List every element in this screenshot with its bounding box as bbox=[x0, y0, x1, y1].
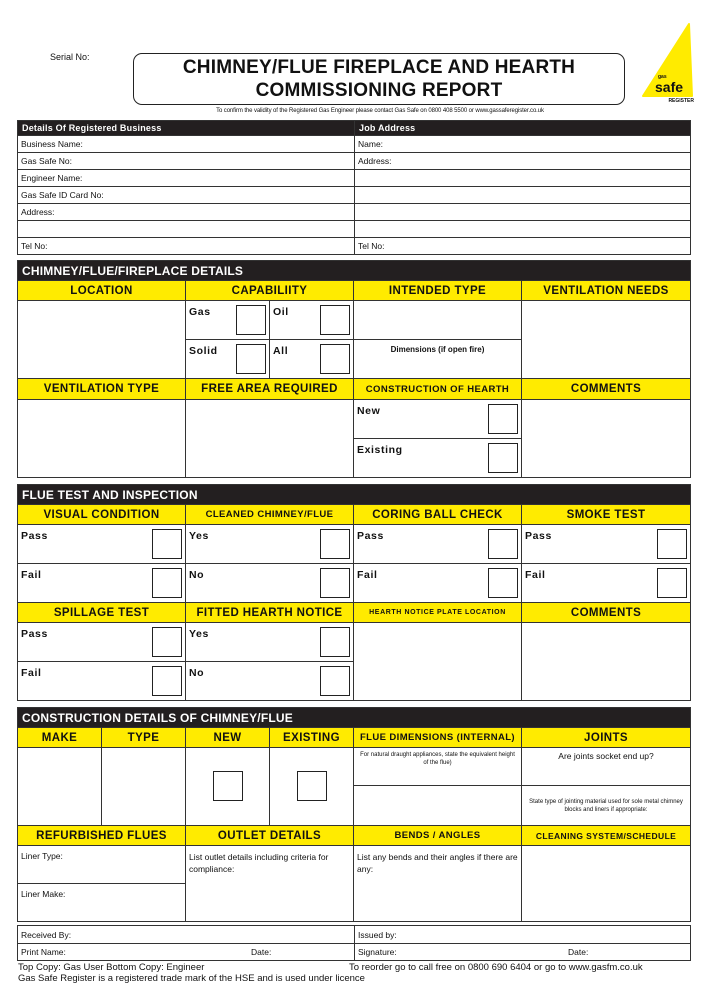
make-field[interactable] bbox=[18, 748, 102, 826]
free-area-header: FREE AREA REQUIRED bbox=[186, 379, 354, 400]
date-left-label: Date: bbox=[251, 947, 272, 957]
fitted-notice-header: FITTED HEARTH NOTICE bbox=[186, 603, 354, 623]
title-line-2: COMMISSIONING REPORT bbox=[255, 80, 503, 101]
type-field[interactable] bbox=[102, 748, 186, 826]
bends-angles-note[interactable]: List any bends and their angles if there are any: bbox=[354, 846, 522, 922]
notice-no-label: No bbox=[189, 667, 205, 679]
chimney-details-table bbox=[17, 260, 691, 478]
chimney-section-title: CHIMNEY/FLUE/FIREPLACE DETAILS bbox=[18, 261, 691, 281]
job-address-line-4[interactable] bbox=[355, 204, 691, 221]
logo-gas-text: gas bbox=[658, 74, 667, 80]
visual-pass-checkbox[interactable] bbox=[152, 529, 182, 559]
notice-yes-checkbox[interactable] bbox=[320, 627, 350, 657]
natural-draught-note: For natural draught appliances, state the equivalent height of the flue) bbox=[354, 748, 522, 786]
oil-checkbox[interactable] bbox=[320, 305, 350, 335]
signoff-table bbox=[17, 925, 691, 961]
job-address-line-3[interactable] bbox=[355, 187, 691, 204]
intended-type-header: INTENDED TYPE bbox=[354, 281, 522, 301]
ventilation-type-header: VENTILATION TYPE bbox=[18, 379, 186, 400]
gas-checkbox[interactable] bbox=[236, 305, 266, 335]
notice-yes-label: Yes bbox=[189, 628, 209, 640]
plate-location-header: HEARTH NOTICE PLATE LOCATION bbox=[354, 603, 522, 623]
intended-type-field[interactable] bbox=[354, 301, 522, 340]
business-address-field[interactable]: Address: bbox=[18, 204, 355, 221]
spillage-test-header: SPILLAGE TEST bbox=[18, 603, 186, 623]
construction-table bbox=[17, 707, 691, 922]
coring-pass-label: Pass bbox=[357, 530, 384, 542]
engineer-name-field[interactable]: Engineer Name: bbox=[18, 170, 355, 187]
job-name-field[interactable]: Name: bbox=[355, 136, 691, 153]
spillage-pass-label: Pass bbox=[21, 628, 48, 640]
confirm-text: To confirm the validity of the Registered Gas Engineer please contact Gas Safe on 0800 408 5500 or www.gassaferegister.co.uk bbox=[216, 108, 544, 114]
solid-checkbox[interactable] bbox=[236, 344, 266, 374]
spillage-fail-checkbox[interactable] bbox=[152, 666, 182, 696]
plate-location-field[interactable] bbox=[354, 623, 522, 701]
business-tel-field[interactable]: Tel No: bbox=[18, 238, 355, 255]
flue-test-table bbox=[17, 484, 691, 701]
chimney-comments-field[interactable] bbox=[522, 400, 691, 478]
job-address-line-2[interactable] bbox=[355, 170, 691, 187]
coring-fail-label: Fail bbox=[357, 569, 378, 581]
ventilation-type-field[interactable] bbox=[18, 400, 186, 478]
visual-fail-label: Fail bbox=[21, 569, 42, 581]
cleaned-yes-checkbox[interactable] bbox=[320, 529, 350, 559]
liner-type-field[interactable]: Liner Type: bbox=[18, 846, 186, 884]
print-name-label: Print Name: bbox=[21, 947, 66, 957]
signature-field[interactable] bbox=[355, 944, 691, 961]
coring-fail-checkbox[interactable] bbox=[488, 568, 518, 598]
gas-safe-triangle-icon bbox=[641, 22, 694, 98]
received-by-field[interactable]: Received By: bbox=[18, 926, 355, 944]
hearth-new-label: New bbox=[357, 405, 381, 417]
type-header: TYPE bbox=[102, 728, 186, 748]
job-address-line-5[interactable] bbox=[355, 221, 691, 238]
visual-fail-checkbox[interactable] bbox=[152, 568, 182, 598]
issued-by-field[interactable]: Issued by: bbox=[355, 926, 691, 944]
logo-register-text: REGISTER bbox=[668, 98, 694, 104]
outlet-details-note[interactable]: List outlet details including criteria for compliance: bbox=[186, 846, 354, 922]
spillage-fail-label: Fail bbox=[21, 667, 42, 679]
cleaned-no-label: No bbox=[189, 569, 205, 581]
footer-trademark: Gas Safe Register is a registered trade mark of the HSE and is used under licence bbox=[18, 973, 365, 984]
construction-section-title: CONSTRUCTION DETAILS OF CHIMNEY/FLUE bbox=[18, 708, 691, 728]
smoke-test-header: SMOKE TEST bbox=[522, 505, 691, 525]
business-name-field[interactable]: Business Name: bbox=[18, 136, 355, 153]
notice-no-checkbox[interactable] bbox=[320, 666, 350, 696]
coring-pass-checkbox[interactable] bbox=[488, 529, 518, 559]
solid-label: Solid bbox=[189, 345, 218, 357]
capability-header: CAPABILIITY bbox=[186, 281, 354, 301]
visual-pass-label: Pass bbox=[21, 530, 48, 542]
business-address-line-2[interactable] bbox=[18, 221, 355, 238]
cleaned-no-checkbox[interactable] bbox=[320, 568, 350, 598]
cleaning-system-header: CLEANING SYSTEM/SCHEDULE bbox=[522, 826, 691, 846]
job-tel-field[interactable]: Tel No: bbox=[355, 238, 691, 255]
construction-existing-checkbox[interactable] bbox=[297, 771, 327, 801]
gas-label: Gas bbox=[189, 306, 211, 318]
hearth-new-checkbox[interactable] bbox=[488, 404, 518, 434]
ventilation-needs-header: VENTILATION NEEDS bbox=[522, 281, 691, 301]
cleaning-system-field[interactable] bbox=[522, 846, 691, 922]
flue-test-section-title: FLUE TEST AND INSPECTION bbox=[18, 485, 691, 505]
visual-condition-header: VISUAL CONDITION bbox=[18, 505, 186, 525]
job-address-header: Job Address bbox=[355, 121, 691, 136]
new-header: NEW bbox=[186, 728, 270, 748]
ventilation-needs-field[interactable] bbox=[522, 301, 691, 379]
make-header: MAKE bbox=[18, 728, 102, 748]
smoke-fail-label: Fail bbox=[525, 569, 546, 581]
smoke-pass-checkbox[interactable] bbox=[657, 529, 687, 559]
flue-comments-header: COMMENTS bbox=[522, 603, 691, 623]
footer-copies: Top Copy: Gas User Bottom Copy: Engineer bbox=[18, 962, 205, 973]
cleaned-chimney-header: CLEANED CHIMNEY/FLUE bbox=[186, 505, 354, 525]
id-card-field[interactable]: Gas Safe ID Card No: bbox=[18, 187, 355, 204]
construction-new-checkbox[interactable] bbox=[213, 771, 243, 801]
smoke-pass-label: Pass bbox=[525, 530, 552, 542]
refurbished-flues-header: REFURBISHED FLUES bbox=[18, 826, 186, 846]
joints-socket-note: Are joints socket end up? bbox=[522, 748, 691, 786]
title-line-1: CHIMNEY/FLUE FIREPLACE AND HEARTH bbox=[182, 57, 576, 78]
footer-reorder: To reorder go to call free on 0800 690 6404 or go to www.gasfm.co.uk bbox=[349, 962, 643, 973]
existing-header: EXISTING bbox=[270, 728, 354, 748]
flue-dimensions-header: FLUE DIMENSIONS (INTERNAL) bbox=[354, 728, 522, 748]
cleaned-yes-label: Yes bbox=[189, 530, 209, 542]
serial-label: Serial No: bbox=[50, 52, 90, 62]
print-name-field[interactable] bbox=[18, 944, 355, 961]
title-box bbox=[133, 53, 625, 105]
flue-dimensions-field[interactable] bbox=[354, 786, 522, 826]
all-checkbox[interactable] bbox=[320, 344, 350, 374]
chimney-comments-header: COMMENTS bbox=[522, 379, 691, 400]
liner-make-field[interactable]: Liner Make: bbox=[18, 884, 186, 922]
signature-label: Signature: bbox=[358, 947, 397, 957]
smoke-fail-checkbox[interactable] bbox=[657, 568, 687, 598]
bends-angles-header: BENDS / ANGLES bbox=[354, 826, 522, 846]
job-address-field[interactable]: Address: bbox=[355, 153, 691, 170]
all-label: All bbox=[273, 345, 289, 357]
free-area-field[interactable] bbox=[186, 400, 354, 478]
hearth-existing-checkbox[interactable] bbox=[488, 443, 518, 473]
location-field[interactable] bbox=[18, 301, 186, 379]
details-business-header: Details Of Registered Business bbox=[18, 121, 355, 136]
logo-safe-text: safe bbox=[655, 79, 684, 95]
gas-safe-no-field[interactable]: Gas Safe No: bbox=[18, 153, 355, 170]
location-header: LOCATION bbox=[18, 281, 186, 301]
oil-label: Oil bbox=[273, 306, 289, 318]
dimensions-label: Dimensions (if open fire) bbox=[354, 340, 522, 379]
flue-comments-field[interactable] bbox=[522, 623, 691, 701]
jointing-material-note: State type of jointing material used for sole metal chimney blocks and liners if appropriate: bbox=[522, 786, 691, 826]
construction-hearth-header: CONSTRUCTION OF HEARTH bbox=[354, 379, 522, 400]
spillage-pass-checkbox[interactable] bbox=[152, 627, 182, 657]
outlet-details-header: OUTLET DETAILS bbox=[186, 826, 354, 846]
joints-header: JOINTS bbox=[522, 728, 691, 748]
gas-safe-logo bbox=[641, 22, 694, 108]
hearth-existing-label: Existing bbox=[357, 444, 403, 456]
date-right-label: Date: bbox=[568, 947, 589, 957]
details-table bbox=[17, 120, 691, 255]
coring-ball-header: CORING BALL CHECK bbox=[354, 505, 522, 525]
